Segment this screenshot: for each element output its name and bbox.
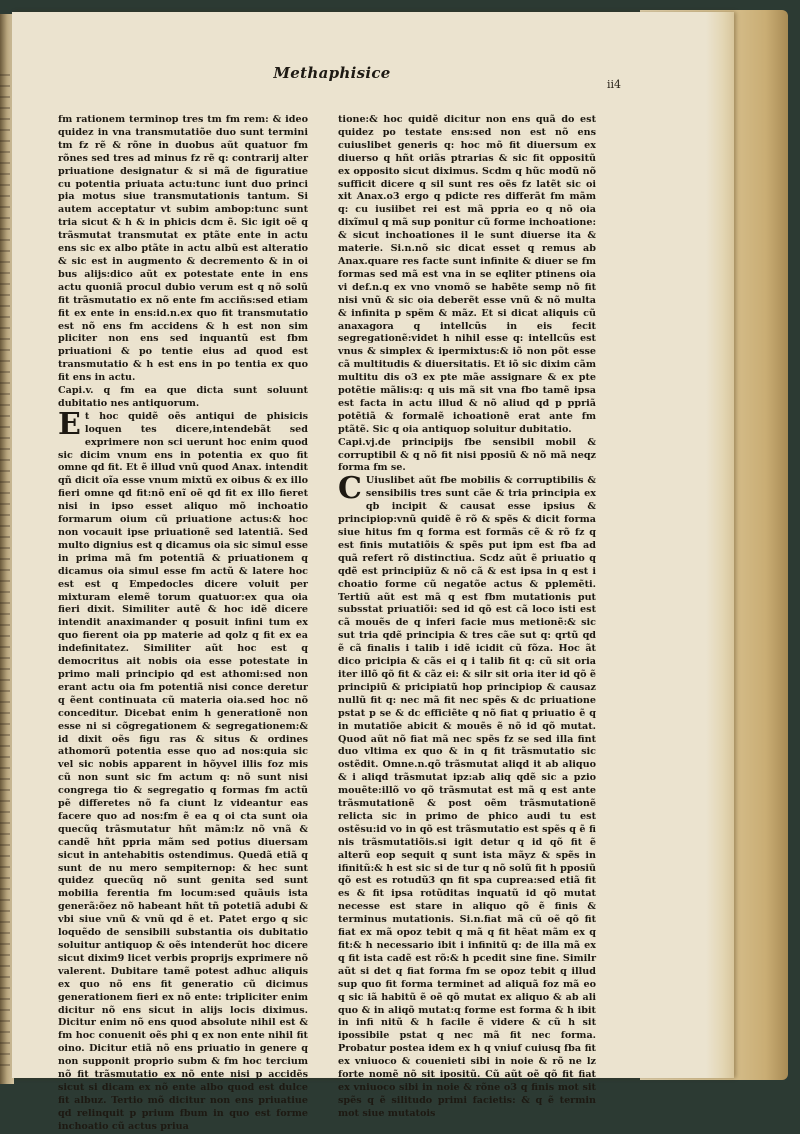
book-page: [12, 12, 734, 1132]
paragraph: tione:& hoc quidẽ dicitur non ens quã do est quidez po testate ens:sed non est nõ ens cuiuslibet generis q: hoc mõ fit diuersum ex diuerso q hñt oriãs ptrarias & sic fit oppositũ ex opposito sicut diximus. Scdm q hũc modũ nõ sufficit dicere q sil sunt res oẽs fz latẽt sic oi xit Anax.o3 ergo q pdicte res differãt fm mãm q: cu iusiibet rei est mã ppria eo q nõ oia dixĩmul q mã sup ponitur cũ forme inchoatione: & sicut inchoationes il le sunt diuerse ita & materie. Si.n.nõ sic dicat esset q remus ab Anax.quare res facte sunt infinite & diuer se fm formas sed mã est vna in se eqliter ptinens oia vi def.n.q ex vno vnomõ se habẽte semp nõ fit nisi vnũ & sic oia deberẽt esse vnũ & nõ multa & infinita p spẽm & mãz. Et si dicat aliquis cũ anaxagora q intellcũs in eis fecit segregationẽ:videt h nihil esse q: intellcũs est vnus & simplex & ipermixtus:& iõ non põt esse cã multitudis & diuersitatis. Et iõ sic dixim cãm multitu dis o3 ex pte mãe assignare & ex pte potẽtie mãlis:q: q uis mã sit vna fbo tamẽ ipsa est facta in actu illud & nõ aliud qd p ppriã potẽtiã & formalẽ ichoationẽ erat ante fm ptãtẽ. Sic q oia antiquop soluitur dubitatio.: [338, 114, 597, 435]
section-text: Uiuslibet aũt fbe mobilis & corruptibilis & sensibilis tres sunt cãe & tria principia ex qb incipit & causat esse ipsius & principiop:vnũ quidẽ ẽ rõ & spẽs & dicit forma siue hitus fm q forma est formãs cẽ & rõ fz q est finis mutatiõis & spẽs put ipm est fba ad quã refert rõ distinctiua. Scdz aũt ẽ priuatio q qdẽ est principiũz & nõ cã & est ipsa in q est i choatio forme cũ negatõe actus & pplemẽti. Tertiũ aũt est mã q est fbm mutationis put subsstat priuatiõi: sed id qõ est cã loco isti est cã mouẽs de q inferi facie mus metionẽ:& sic sut tria qdẽ principia & tres cãe sut q: qrtũ qd ẽ cã finalis i talib i idẽ icidit cũ fõza. Hoc ãt dico pricipia & cãs ei q i talib fit q: cũ sit oria iter illõ qõ fit & cãz ei: & silr sit oria iter id qõ ẽ principiũ & pricipiatũ hop principiop & causaz nullũ fit q: nec mã fit nec spẽs & dc priuatione pstat p se & dc efficiẽte q nõ fiat q priuatio ẽ q in mutatiõe abicit & mouẽs ẽ nõ id qõ mutat. Quod aũt nõ fiat mã nec spẽs fz se sed illa fint duo vltima ex quo & in q fit trãsmutatio sic ostẽdit. Omne.n.qõ trãsmutat aliqd it ab aliquo & i aliqd trãsmutat ipz:ab aliq qdẽ sic a pzio mouẽte:illõ vo qõ trãsmutat est mã q est ante trãsmutationẽ & post oẽm trãsmutationẽ relicta sic in primo de phico audi tu est ostẽsu:id vo in qõ est trãsmutatio est spẽs q ẽ fi nis trãsmutatiõis.si igit detur q id qõ fit ẽ alterũ eop sequit q sunt ista mãyz & spẽs in ifinitũ:& h est sic si de tur q nõ solũ fit h pposiũ qõ est es rotudũ3 qn fit spa cuprea:sed etiã fit es & fit ipsa rotũditas inquatũ id qõ mutat necesse est stare in aliquo qõ ẽ finis & terminus mutationis. Si.n.fiat mã cũ oẽ qõ fit fiat ex mã opoz tebit q mã q fit hẽat mãm ex q fit:& h necessario ibit i infinitũ q: de illa mã ex q fit ista cadẽ est rõ:& h pcedit sine fine. Similr aũt si det q fiat forma fm se opoz tebit q illud sup quo fit forma terminet ad aliquã foz mã eo q sic iã habitũ ẽ oẽ qõ mutat ex aliquo & ab ali quo & in aliqõ mutat:q forme est forma & h ibit in infi nitũ & h facile ẽ videre & cũ h sit ipossibile pstat q nec mã fit nec forma. Probatur postea idem ex h q vniuf cuiusq fba fit ex vniuoco & couenieti sibi in noie & rõ ne lz forte nomẽ nõ sit ipositũ. Cũ aũt oẽ qõ fit fiat ex vniuoco sibi in noie & rõne o3 q finis mot sit spẽs q ẽ silitudo primi facietis: & q ẽ termin mot siue mutatois: [338, 475, 596, 1119]
folio-number: ii4: [607, 78, 622, 91]
initial-letter: C: [338, 471, 362, 507]
left-text-column: [58, 114, 308, 1132]
initial-letter: E: [58, 406, 81, 442]
section-paragraph: [338, 471, 596, 1120]
chapter-heading: Capi.v. q fm ea que dicta sunt soluunt dubitatio nes antiquorum.: [58, 385, 308, 409]
paragraph: fm rationem terminop tres tm fm rem: & ideo quidez in vna transmutatiõe duo sunt termini tm fz rẽ & rõne in duobus aũt quatuor fm rõnes sed tres ad minus fz rẽ q: contrarij alter priuatione designatur & si mã de figuratiue cu potentia priuata actu:tunc iunt duo princi pia motus siue transmutationis tantum. Si autem acceptatur vt subim ambop:tunc sunt tria sicut & h & in phicis dcm ẽ. Sic igit oẽ q trãsmutat transmutat ex ptãte ente in actu ens sic ex albo ptãte in actu albũ est alteratio & sic est in augmento & decremento & in oi bus alijs:dico aũt ex potestate ente in ens actu quoniã procul dubio verum est q nõ solũ fit trãsmutatio ex nõ ente fm acciñs:sed etiam fit ex ente in ens:id.n.ex quo fit transmutatio est nõ ens fm accidens & h est non sim pliciter non ens sed inquantũ est fbm priuationi & po tentie eius ad quod est transmutatio & h est ens in po tentia ex quo fit ens in actu.: [58, 114, 308, 384]
running-title: Methaphisice: [273, 64, 391, 82]
chapter-heading: Capi.vj.de principijs fbe sensibil mobil & corruptibil & q nõ fit nisi pposiũ & nõ mã neqz forma fm se.: [338, 436, 596, 474]
page-curl-shadow: [706, 12, 734, 1078]
right-text-column: [338, 114, 597, 1119]
section-text: t hoc quidẽ oẽs antiqui de phisicis loquen tes dicere,intendebãt sed exprimere non sci uerunt hoc enim quod sic dicim vnum ens in potentia ex quo fit omne qd fit. Et ẽ illud vnũ quod Anax. intendit qñ dicit oĩa esse vnum mixtũ ex oibus & ex illo fieri omne qd fit:nõ enĩ oẽ qd fit ex illo fieret nisi in ipso esset aliquo mõ inchoatio formarum oium cũ priuatione actus:& hoc non vocauit ipse priuationẽ sed latentiã. Sed multo dignius est q dicamus oia sic simul esse in prima mã fm potentiã & priuationem q dicamus oia simul esse fm actũ & latere hoc est est q Empedocles dicere voluit per mixturam elemẽ torum quatuor:ex qua oia fieri dixit. Similiter autẽ & hoc idẽ dicere intendit anaximander q posuit infini tum ex quo fierent oia pp materie ad qolz q fit ex ea indefinitatez. Similiter aũt hoc est q democritus ait nobis oia esse potestate in primo mali principio qd est athomi:sed non erant actu oia fm potentiã nisi conce deretur q ẽent continuata cũ materia oia.sed hoc nõ conceditur. Dicebat enim h generationẽ non esse ni si cõgregationem & segregationem:& id dixit oẽs figu ras & situs & ordines athomorũ potentia esse quo ad nos:quia sic vel sic nobis apparent in hõyvel illis foz mis cũ non sunt sic fm actum q: nõ sunt nisi congrega tio & segregatio q formas fm actũ pẽ differetes nõ fa ciunt lz videantur eas facere quo ad nos:fm ẽ ea q oi cta sunt oia quecũq trãsmutatur hñt mãm:lz nõ vnã & candẽ hñt ppria mãm sed potius diuersam sicut in antehabitis ostendimus. Quedã etiã q sunt de nu mero sempiternop: & hec sunt quidez quecũq nõ sunt genita sed sunt mobilia ferentia fm locum:sed quãuis ista generã:õez nõ habeant hñt tñ potetiã adubi & vbi siue vnũ & vnũ qd ẽ et. Patet ergo q sic loquẽdo de sensibili substantia ois dubitatio soluitur antiquop & oẽs intenderũt hoc dicere sicut dixim9 licet verbis proprijs exprimere nõ valerent. Dubitare tamẽ potest adhuc aliquis ex quo nõ ens fit generatio cũ dicimus generationem fieri ex nõ ente: tripliciter enim dicitur nõ ens sicut in alijs locis diximus. Dicitur enim nõ ens quod absolute nihil est & fm hoc conuenit oẽs phi q ex non ente nihil fit oino. Dicitur etiã nõ ens priuatio in genere q non supponit proprio subm & fm hoc tercium nõ fit trãsmutatio ex nõ ente nisi p accidẽs sicut si dicam ex nõ ente albo quod est dulce fit albuz. Tertio mõ dicitur non ens priuatiue qd relinquit p prium fbum in quo est forme inchoatio cũ actus priua: [58, 410, 308, 1132]
section-paragraph: [58, 406, 308, 1134]
facing-page-text-traces: [0, 74, 10, 1074]
